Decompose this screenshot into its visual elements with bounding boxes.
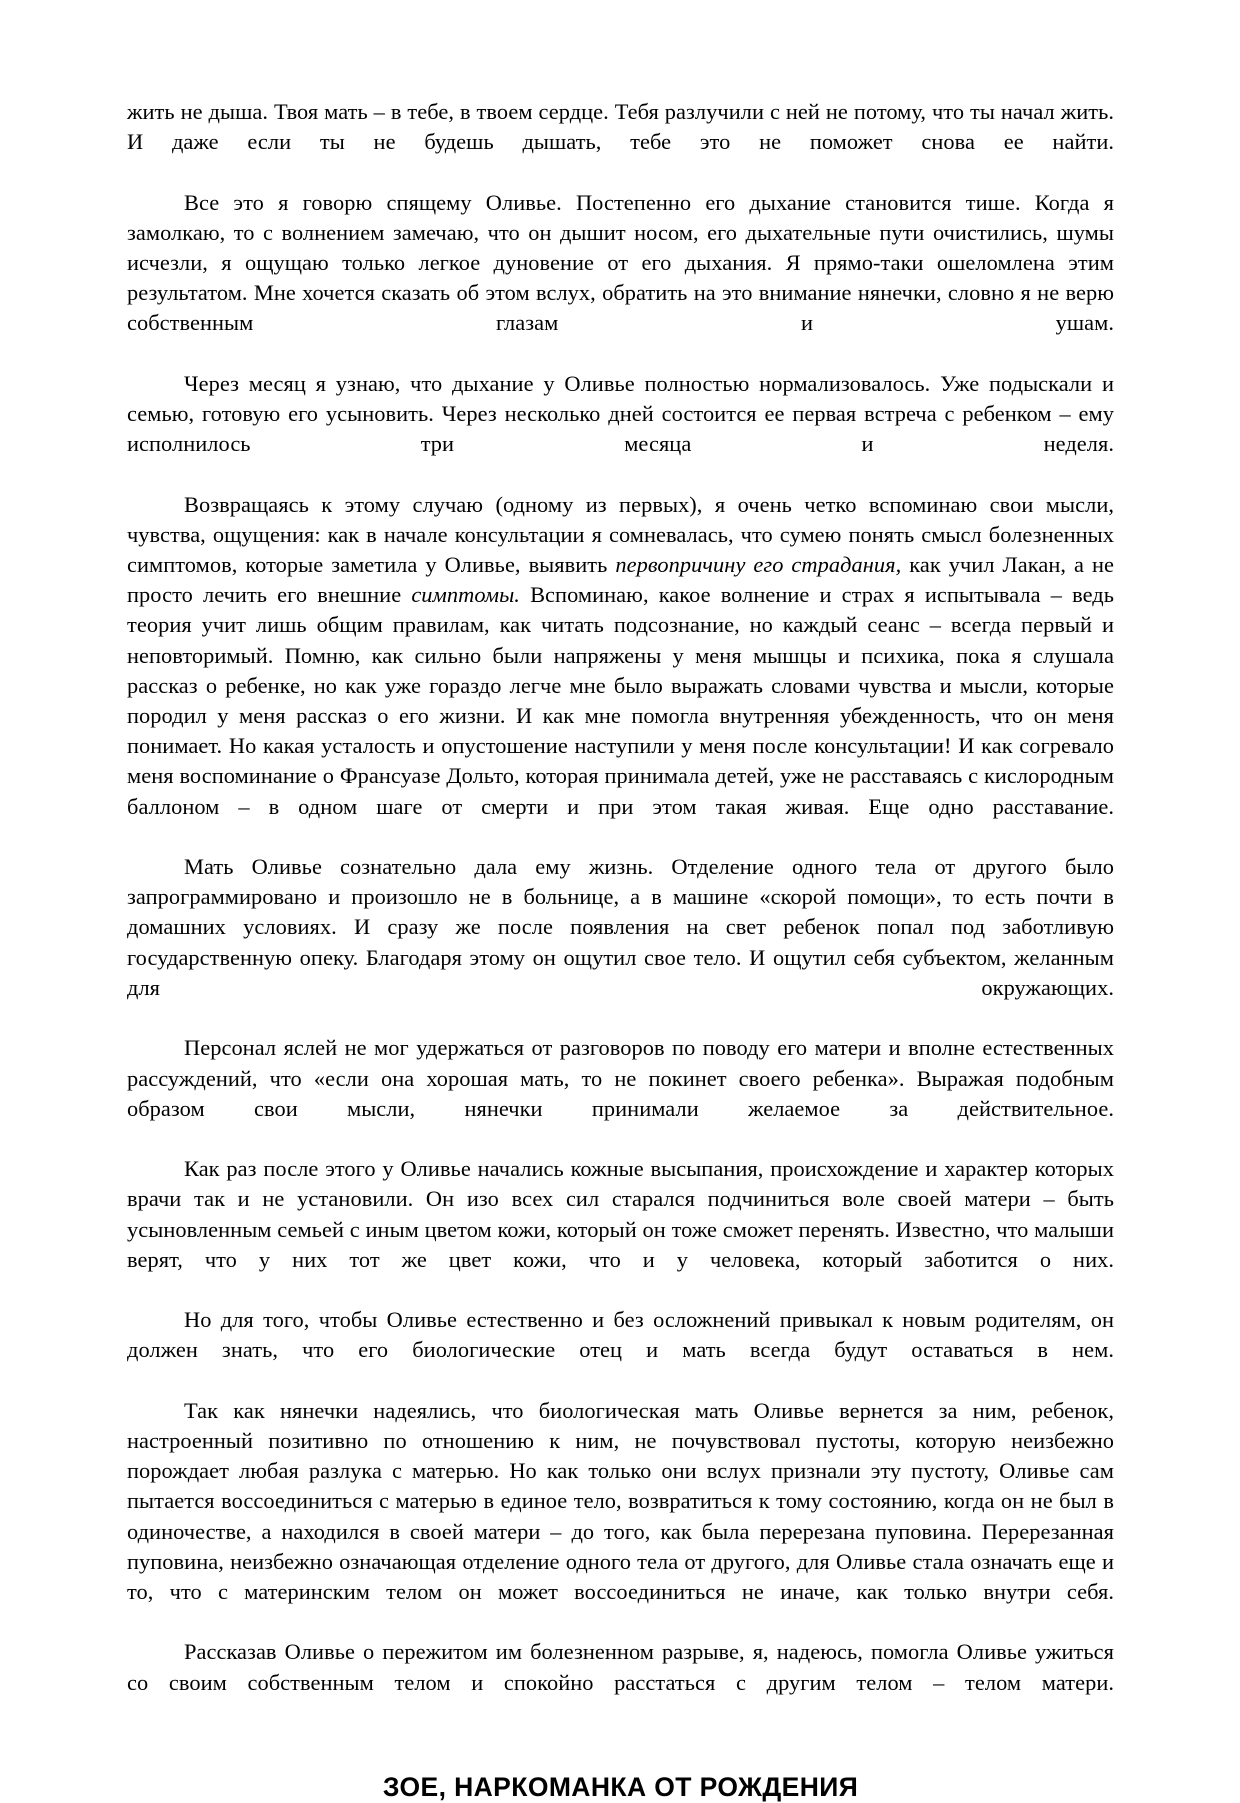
paragraph: [127, 1305, 1114, 1396]
emphasis-text: симптомы.: [411, 582, 520, 608]
text-run: жить не дыша. Твоя мать – в тебе, в твоем сердце. Тебя разлучили с ней не потому, что ты начал жить. И даже если ты не будешь дышать, тебе это не поможет снова ее найти.: [127, 99, 1114, 155]
paragraph: [127, 1396, 1114, 1638]
text-run: Как раз после этого у Оливье начались кожные высыпания, происхождение и характер которых врачи так и не установили. Он изо всех сил старался подчиниться воле своей матери – быть усыновленным семьей с иным цветом кожи, который он тоже сможет перенять. Известно, что малыши верят, что у них тот же цвет кожи, что и у человека, который заботится о них.: [127, 1156, 1114, 1272]
paragraph: [127, 1637, 1114, 1728]
paragraph: [127, 1154, 1114, 1305]
paragraph: [127, 490, 1114, 852]
text-run: Вспоминаю, какое волнение и страх я испытывала – ведь теория учит лишь общим правилам, как читать подсознание, но каждый сеанс – всегда первый и неповторимый. Помню, как сильно были напряжены у меня мышцы и психика, пока я слушала рассказ о ребенке, но как уже гораздо легче мне было выражать словами чувства и мысли, которые породил у меня рассказ о его жизни. И как мне помогла внутренняя убежденность, что он меня понимает. Но какая усталость и опустошение наступили у меня после консультации! И как согревало меня воспоминание о Франсуазе Дольто, которая принимала детей, уже не расставаясь с кислородным баллоном – в одном шаге от смерти и при этом такая живая. Еще одно расставание.: [127, 582, 1114, 819]
text-run: Через месяц я узнаю, что дыхание у Оливье полностью нормализовалось. Уже подыскали и семью, готовую его усыновить. Через несколько дней состоится ее первая встреча с ребенком – ему исполнилось три месяца и неделя.: [127, 370, 1114, 457]
paragraph: [127, 369, 1114, 490]
text-run: Но для того, чтобы Оливье естественно и без осложнений привыкал к новым родителям, он должен знать, что его биологические отец и мать всегда будут оставаться в нем.: [127, 1307, 1114, 1363]
emphasis-text: первопричину его страдания,: [615, 552, 902, 578]
text-run: Возвращаясь к этому случаю (одному из первых), я очень четко вспоминаю свои мысли, чувства, ощущения: как в начале консультации я сомневалась, что сумею понять смысл болезненных симптомов, которые заметила у Оливье, выявить: [127, 491, 1114, 578]
text-run: Рассказав Оливье о пережитом им болезненном разрыве, я, надеюсь, помогла Оливье ужиться со своим собственным телом и спокойно расстаться с другим телом – телом матери.: [127, 1639, 1114, 1695]
paragraph: [127, 852, 1114, 1033]
text-run: как учил Лакан, а не просто лечить его внешние: [127, 552, 1115, 608]
text-run: Все это я говорю спящему Оливье. Постепенно его дыхание становится тише. Когда я замолкаю, то с волнением замечаю, что он дышит носом, его дыхательные пути очистились, шумы исчезли, я ощущаю только легкое дуновение от его дыхания. Я прямо-таки ошеломлена этим результатом. Мне хочется сказать об этом вслух, обратить на это внимание нянечки, словно я не верю собственным глазам и ушам.: [127, 189, 1114, 336]
text-run: Мать Оливье сознательно дала ему жизнь. Отделение одного тела от другого было запрограммировано и произошло не в больнице, а в машине «скорой помощи», то есть почти в домашних условиях. И сразу же после появления на свет ребенок попал под заботливую государственную опеку. Благодаря этому он ощутил свое тело. И ощутил себя субъектом, желанным для окружающих.: [127, 854, 1114, 1000]
text-run: Так как нянечки надеялись, что биологическая мать Оливье вернется за ним, ребенок, настроенный позитивно по отношению к ним, не почувствовал пустоты, которую неизбежно порождает любая разлука с матерью. Но как только они вслух признали эту пустоту, Оливье сам пытается воссоединиться с матерью в единое тело, возвратиться к тому состоянию, когда он не был в одиночестве, а находился в своей матери – до того, как была перерезана пуповина. Перерезанная пуповина, неизбежно означающая отделение одного тела от другого, для Оливье стала означать еще и то, что с материнским телом он может воссоединиться не иначе, как только внутри себя.: [127, 1397, 1114, 1604]
paragraph: [127, 97, 1114, 188]
paragraph: [127, 1033, 1114, 1154]
body-text-column: [127, 97, 1114, 1728]
chapter-heading: ЗОЕ, НАРКОМАНКА ОТ РОЖДЕНИЯ: [382, 1771, 859, 1802]
paragraph: [127, 188, 1114, 369]
text-run: Персонал яслей не мог удержаться от разговоров по поводу его матери и вполне естественных рассуждений, что «если она хорошая мать, то не покинет своего ребенка». Выражая подобным образом свои мысли, нянечки принимали желаемое за действительное.: [127, 1035, 1114, 1121]
